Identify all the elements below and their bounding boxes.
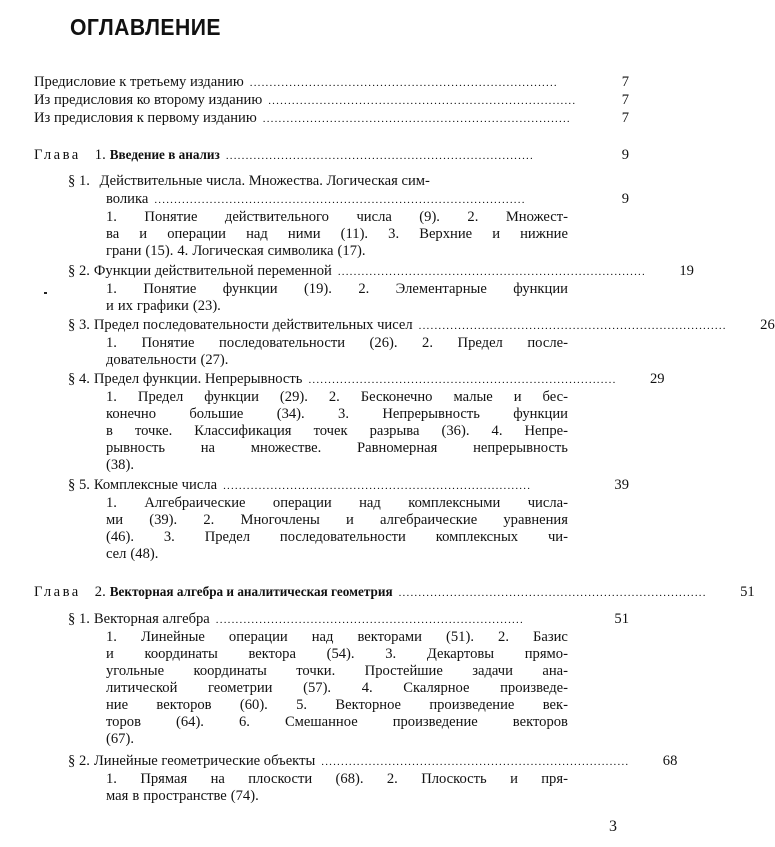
desc-word: произведение bbox=[392, 714, 478, 730]
page-number: 51 bbox=[614, 611, 629, 627]
toc-chapter-2[interactable] bbox=[34, 583, 755, 600]
desc-word: Элементарные bbox=[395, 281, 487, 297]
toc-section-2-2[interactable] bbox=[68, 753, 678, 770]
desc-word: последовательности bbox=[219, 335, 346, 351]
desc-line bbox=[106, 457, 568, 474]
desc-word: символика bbox=[267, 243, 334, 259]
desc-word: (11). bbox=[340, 226, 369, 242]
desc-word: вектора bbox=[248, 646, 296, 662]
desc-line bbox=[106, 663, 568, 680]
page-number: 29 bbox=[649, 371, 665, 387]
desc-word: 1. bbox=[106, 771, 117, 787]
entry-text: Из предисловия к первому изданию bbox=[34, 110, 257, 126]
desc-word: Плоскость bbox=[421, 771, 487, 787]
desc-word: алгебраические bbox=[379, 512, 478, 528]
toc-section-1-4[interactable] bbox=[68, 371, 665, 388]
desc-word: комплексными bbox=[408, 495, 501, 511]
desc-word: Верхние bbox=[419, 226, 473, 242]
section-number: § 1. bbox=[68, 611, 90, 627]
desc-word: ми bbox=[106, 512, 124, 528]
desc-word: 2. bbox=[203, 512, 215, 528]
desc-word: Смешанное bbox=[284, 714, 358, 730]
desc-word: разрыва bbox=[369, 423, 420, 439]
desc-word: ва bbox=[106, 226, 120, 242]
entry-text: Из предисловия ко второму изданию bbox=[34, 92, 263, 108]
desc-word: Множест- bbox=[505, 209, 568, 225]
desc-word: (68). bbox=[335, 771, 364, 787]
desc-word: Классификация bbox=[194, 423, 292, 439]
section-description bbox=[106, 281, 568, 315]
desc-word: Предел bbox=[457, 335, 503, 351]
leader-dots: .............................................................................. bbox=[321, 756, 630, 768]
desc-line bbox=[106, 423, 568, 440]
desc-word: угольные bbox=[106, 663, 165, 679]
section-description bbox=[106, 335, 568, 369]
desc-word: комплексных bbox=[435, 529, 519, 545]
section-title: Линейные геометрические объекты bbox=[93, 753, 316, 769]
desc-word: и bbox=[492, 226, 501, 242]
desc-word: и bbox=[106, 646, 114, 662]
desc-word: Скалярное bbox=[403, 680, 470, 696]
desc-word: Равномерная bbox=[357, 440, 438, 456]
desc-word: Декартовы bbox=[426, 646, 495, 662]
desc-word: (26). bbox=[369, 335, 398, 351]
desc-word: (51). bbox=[446, 629, 474, 645]
page-number: 68 bbox=[662, 753, 678, 769]
chapter-number: 1. bbox=[94, 147, 106, 163]
desc-word: 1. bbox=[106, 495, 117, 511]
chapter-word: Глава bbox=[34, 147, 81, 163]
section-number: § 2. bbox=[68, 753, 90, 769]
desc-word: над bbox=[246, 226, 268, 242]
section-description bbox=[106, 629, 568, 748]
section-description bbox=[106, 495, 568, 563]
desc-word: 2. bbox=[386, 771, 398, 787]
desc-word: Непре- bbox=[524, 423, 568, 439]
desc-word: Предел bbox=[137, 389, 184, 405]
print-speck bbox=[44, 292, 47, 294]
desc-word: операции bbox=[228, 629, 288, 645]
leader-dots: .............................................................................. bbox=[308, 374, 617, 386]
desc-word: литической bbox=[106, 680, 178, 696]
desc-word: век- bbox=[542, 697, 568, 713]
page-number: 7 bbox=[621, 110, 629, 126]
leader-dots: .............................................................................. bbox=[268, 95, 577, 107]
desc-word: пространстве bbox=[143, 788, 227, 804]
page-number: 9 bbox=[621, 147, 629, 163]
leader-dots: .............................................................................. bbox=[223, 480, 532, 492]
desc-word: Базис bbox=[533, 629, 568, 645]
section-number: § 1. bbox=[68, 173, 90, 189]
toc-section-1-5[interactable] bbox=[68, 477, 629, 494]
section-title: Предел последовательности действительных чисел bbox=[93, 317, 413, 333]
desc-word: 1. bbox=[106, 209, 117, 225]
desc-word: (27). bbox=[200, 352, 229, 368]
leader-dots: .............................................................................. bbox=[249, 77, 558, 89]
desc-word: операции bbox=[167, 226, 226, 242]
desc-word: 5. bbox=[296, 697, 308, 713]
desc-line bbox=[106, 629, 568, 646]
desc-word: большие bbox=[189, 406, 244, 422]
desc-word: множестве. bbox=[250, 440, 322, 456]
desc-line bbox=[106, 680, 568, 697]
desc-word: (15). bbox=[145, 243, 174, 259]
desc-word: (39). bbox=[149, 512, 178, 528]
chapter-title: Векторная алгебра и аналитическая геометрия bbox=[109, 584, 393, 599]
chapter-title: Введение в анализ bbox=[109, 147, 220, 162]
desc-word: Векторное bbox=[335, 697, 402, 713]
desc-word: функции bbox=[513, 281, 568, 297]
leader-dots: .............................................................................. bbox=[398, 587, 707, 599]
desc-line bbox=[106, 646, 568, 663]
desc-word: нижние bbox=[520, 226, 568, 242]
desc-word: 1. bbox=[106, 389, 117, 405]
desc-word: Логическая bbox=[192, 243, 264, 259]
section-number: § 4. bbox=[68, 371, 90, 387]
desc-word: векторов bbox=[156, 697, 212, 713]
desc-word: уравнения bbox=[503, 512, 568, 528]
chapter-word: Глава bbox=[34, 584, 81, 600]
toc-section-1-1[interactable] bbox=[106, 191, 629, 208]
section-description bbox=[106, 771, 568, 805]
desc-word: малые bbox=[453, 389, 493, 405]
section-title: Действительные числа. Множества. Логическая сим- bbox=[99, 173, 430, 189]
desc-word: и bbox=[106, 298, 114, 314]
desc-word: координаты bbox=[144, 646, 218, 662]
desc-word: (29). bbox=[279, 389, 308, 405]
desc-word: над bbox=[359, 495, 381, 511]
desc-word: 3. bbox=[388, 226, 400, 242]
desc-word: (57). bbox=[303, 680, 332, 696]
toc-section-1-2[interactable] bbox=[68, 263, 694, 280]
desc-word: на bbox=[210, 771, 225, 787]
desc-word: 3. bbox=[338, 406, 349, 422]
section-number: § 5. bbox=[68, 477, 90, 493]
desc-word: (23). bbox=[192, 298, 221, 314]
toc-entry-preface-second[interactable] bbox=[34, 92, 629, 109]
desc-word: конечно bbox=[106, 406, 157, 422]
desc-word: графики bbox=[136, 298, 189, 314]
desc-word: Алгебраические bbox=[144, 495, 246, 511]
desc-word: Понятие bbox=[143, 281, 197, 297]
desc-word: пря- bbox=[541, 771, 568, 787]
desc-word: 2. bbox=[422, 335, 433, 351]
desc-line bbox=[106, 440, 568, 457]
desc-word: функции bbox=[222, 281, 278, 297]
desc-word: ними bbox=[287, 226, 321, 242]
desc-word: 1. bbox=[106, 629, 117, 645]
leader-dots: .............................................................................. bbox=[262, 113, 571, 125]
desc-word: точек bbox=[313, 423, 348, 439]
page-title: ОГЛАВЛЕНИЕ bbox=[70, 14, 221, 40]
desc-word: чи- bbox=[547, 529, 568, 545]
desc-line bbox=[106, 406, 568, 423]
desc-word: произведе- bbox=[500, 680, 568, 696]
desc-word: прямо- bbox=[524, 646, 568, 662]
desc-word: 2. bbox=[328, 389, 340, 405]
toc-entry-preface-first[interactable] bbox=[34, 110, 629, 127]
desc-word: последовательности bbox=[279, 529, 406, 545]
desc-line bbox=[106, 697, 568, 714]
page-number: 7 bbox=[621, 92, 629, 108]
section-title: Комплексные числа bbox=[93, 477, 218, 493]
desc-word: геометрии bbox=[208, 680, 273, 696]
desc-word: Простейшие bbox=[364, 663, 443, 679]
page-number: 26 bbox=[760, 317, 775, 333]
desc-word: ана- bbox=[542, 663, 568, 679]
desc-word: рывность bbox=[106, 440, 165, 456]
desc-line bbox=[106, 788, 568, 805]
desc-word: сел bbox=[106, 546, 127, 562]
desc-word: и bbox=[346, 512, 354, 528]
desc-word: задачи bbox=[472, 663, 513, 679]
desc-line bbox=[106, 495, 568, 512]
section-title-cont: волика bbox=[106, 191, 149, 207]
desc-word: векторов bbox=[512, 714, 568, 730]
section-title: Функции действительной переменной bbox=[93, 263, 332, 279]
desc-word: непрерывность bbox=[473, 440, 568, 456]
desc-word: Предел bbox=[204, 529, 251, 545]
desc-word: (64). bbox=[175, 714, 204, 730]
leader-dots: .............................................................................. bbox=[215, 614, 524, 626]
desc-word: в bbox=[106, 423, 113, 439]
leader-dots: .............................................................................. bbox=[337, 266, 646, 278]
desc-word: (34). bbox=[276, 406, 305, 422]
desc-line bbox=[106, 352, 568, 369]
section-number: § 2. bbox=[68, 263, 90, 279]
desc-word: Прямая bbox=[140, 771, 188, 787]
desc-word: (46). bbox=[106, 529, 134, 545]
desc-word: и bbox=[139, 226, 148, 242]
desc-word: 2. bbox=[467, 209, 479, 225]
desc-line bbox=[106, 731, 568, 748]
desc-line bbox=[106, 512, 568, 529]
leader-dots: .............................................................................. bbox=[418, 320, 727, 332]
desc-word: координаты bbox=[193, 663, 267, 679]
desc-line bbox=[106, 226, 568, 243]
desc-word: (48). bbox=[130, 546, 159, 562]
leader-dots: .............................................................................................. bbox=[154, 194, 526, 206]
desc-word: точки. bbox=[296, 663, 336, 679]
section-title: Векторная алгебра bbox=[93, 611, 210, 627]
desc-word: их bbox=[117, 298, 133, 314]
desc-line bbox=[106, 771, 568, 788]
toc-chapter-1[interactable] bbox=[34, 146, 629, 163]
desc-word: числа bbox=[356, 209, 392, 225]
desc-word: 1. bbox=[106, 281, 117, 297]
toc-section-2-1[interactable] bbox=[68, 611, 629, 628]
desc-word: (9). bbox=[419, 209, 440, 225]
desc-word: операции bbox=[272, 495, 332, 511]
desc-word: (36). bbox=[441, 423, 470, 439]
desc-word: функции bbox=[204, 389, 259, 405]
desc-line bbox=[106, 529, 568, 546]
desc-word: (19). bbox=[303, 281, 332, 297]
desc-word: Понятие bbox=[141, 335, 195, 351]
desc-word: действительного bbox=[224, 209, 329, 225]
entry-text: Предисловие к третьему изданию bbox=[34, 74, 244, 90]
toc-entry-preface-third[interactable] bbox=[34, 74, 629, 91]
page-number: 51 bbox=[740, 584, 755, 600]
page-number: 7 bbox=[621, 74, 629, 90]
desc-word: Понятие bbox=[144, 209, 198, 225]
desc-line bbox=[106, 714, 568, 731]
desc-line bbox=[106, 389, 568, 406]
desc-word: (17). bbox=[337, 243, 366, 259]
page-folio: 3 bbox=[609, 818, 617, 835]
desc-word: 4. bbox=[491, 423, 503, 439]
desc-word: 2. bbox=[358, 281, 370, 297]
leader-dots: .............................................................................. bbox=[225, 150, 534, 162]
desc-word: после- bbox=[527, 335, 568, 351]
desc-word: над bbox=[311, 629, 334, 645]
desc-word: (74). bbox=[230, 788, 259, 804]
desc-word: 3. bbox=[163, 529, 175, 545]
desc-word: довательности bbox=[106, 352, 197, 368]
desc-line bbox=[106, 209, 568, 226]
desc-word: 6. bbox=[238, 714, 250, 730]
desc-line bbox=[106, 298, 568, 315]
desc-word: Многочлены bbox=[240, 512, 320, 528]
desc-word: Бесконечно bbox=[360, 389, 433, 405]
page-number: 19 bbox=[679, 263, 694, 279]
desc-word: 2. bbox=[498, 629, 509, 645]
desc-word: и bbox=[510, 771, 518, 787]
desc-word: точке. bbox=[134, 423, 173, 439]
desc-word: Линейные bbox=[140, 629, 205, 645]
toc-section-1-3[interactable] bbox=[68, 317, 775, 334]
desc-word: грани bbox=[106, 243, 142, 259]
chapter-number: 2. bbox=[94, 584, 106, 600]
desc-word: (60). bbox=[239, 697, 268, 713]
section-number: § 3. bbox=[68, 317, 90, 333]
desc-word: торов bbox=[106, 714, 141, 730]
desc-word: и bbox=[513, 389, 522, 405]
desc-word: (67). bbox=[106, 731, 134, 747]
section-description bbox=[106, 389, 568, 474]
desc-word: плоскости bbox=[248, 771, 313, 787]
desc-word: произведение bbox=[429, 697, 515, 713]
desc-word: векторами bbox=[357, 629, 422, 645]
page-number: 39 bbox=[614, 477, 629, 493]
desc-line bbox=[106, 335, 568, 352]
desc-word: ние bbox=[106, 697, 129, 713]
desc-word: мая bbox=[106, 788, 129, 804]
desc-word: (38). bbox=[106, 457, 134, 473]
section-description bbox=[106, 209, 568, 260]
desc-word: на bbox=[200, 440, 216, 456]
desc-line bbox=[106, 281, 568, 298]
page-number: 9 bbox=[621, 191, 629, 207]
desc-word: Непрерывность bbox=[382, 406, 480, 422]
desc-word: в bbox=[132, 788, 140, 804]
desc-word: функции bbox=[513, 406, 568, 422]
desc-word: числа- bbox=[527, 495, 568, 511]
section-title-line[interactable] bbox=[68, 173, 430, 190]
desc-line bbox=[106, 546, 568, 563]
desc-word: 4. bbox=[177, 243, 189, 259]
desc-word: (54). bbox=[326, 646, 355, 662]
desc-word: 4. bbox=[361, 680, 373, 696]
desc-word: 3. bbox=[385, 646, 397, 662]
desc-word: 1. bbox=[106, 335, 117, 351]
desc-word: бес- bbox=[542, 389, 568, 405]
desc-line bbox=[106, 243, 568, 260]
section-title: Предел функции. Непрерывность bbox=[93, 371, 303, 387]
